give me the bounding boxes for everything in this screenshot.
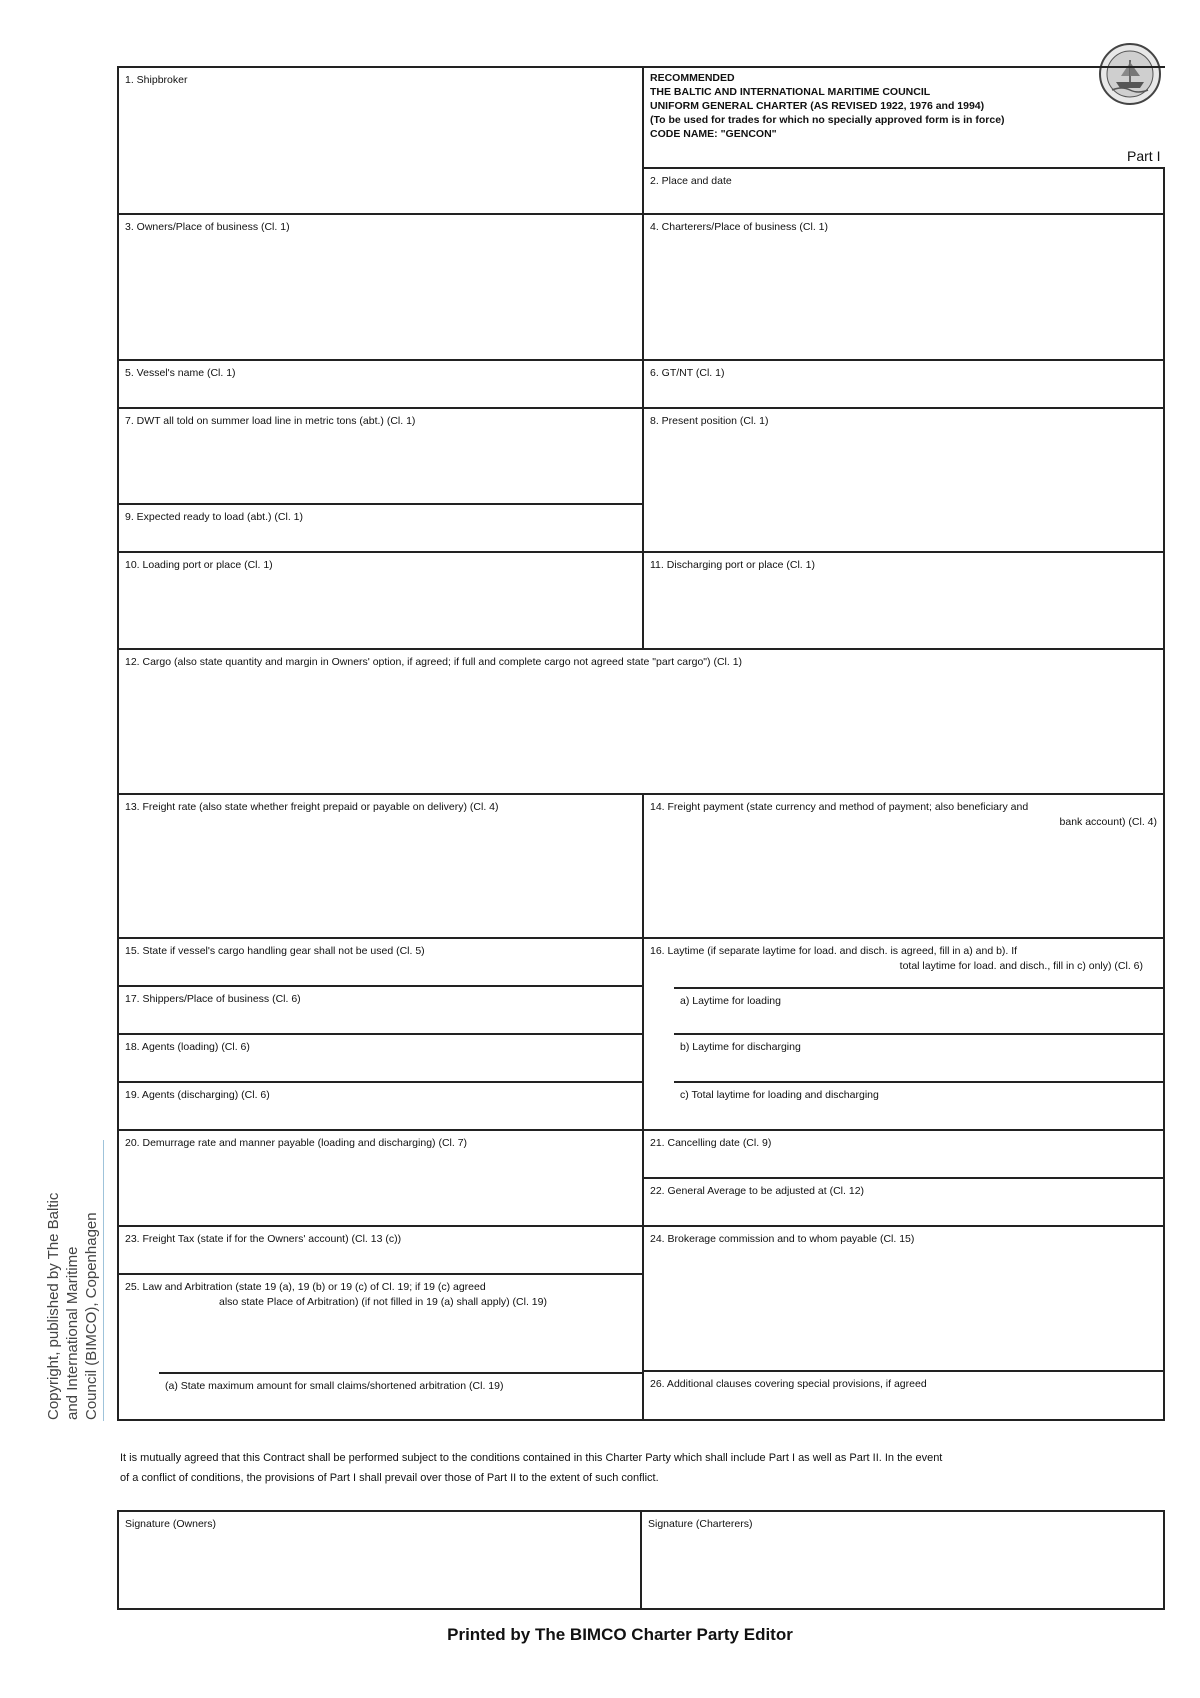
box-label: 2. Place and date [650, 175, 732, 187]
box-21-cancelling-date[interactable] [644, 1131, 1165, 1179]
box-6-gt-nt[interactable] [644, 361, 1165, 409]
box-label: 4. Charterers/Place of business (Cl. 1) [650, 221, 828, 233]
box-label: 25. Law and Arbitration (state 19 (a), 19 (b) or 19 (c) of Cl. 19; if 19 (c) agreed [125, 1281, 486, 1293]
box-16b-laytime-discharging[interactable] [674, 1035, 1165, 1083]
box-18-agents-loading[interactable] [119, 1035, 644, 1083]
printed-by-footer: Printed by The BIMCO Charter Party Editor [447, 1625, 793, 1644]
box-label: 17. Shippers/Place of business (Cl. 6) [125, 993, 301, 1005]
box-label: 24. Brokerage commission and to whom payable (Cl. 15) [650, 1233, 915, 1245]
box-20-demurrage[interactable] [119, 1131, 644, 1227]
copyright-line: and International Maritime [64, 1246, 81, 1420]
box-4-charterers[interactable] [644, 215, 1165, 361]
box-label: 18. Agents (loading) (Cl. 6) [125, 1041, 250, 1053]
agreement-line: It is mutually agreed that this Contract shall be performed subject to the conditions contained in this Charter Party which shall include Part I as well as Part II. In the event [120, 1452, 943, 1464]
box-25a-small-claims[interactable] [159, 1372, 644, 1421]
box-25-law-arbitration[interactable] [119, 1275, 644, 1372]
box-label: b) Laytime for discharging [680, 1041, 801, 1053]
copyright-line: Copyright, published by The Baltic [45, 1192, 62, 1420]
box-1-shipbroker[interactable] [119, 68, 644, 215]
box-label: (a) State maximum amount for small claims/shortened arbitration (Cl. 19) [165, 1380, 504, 1392]
header-line: RECOMMENDED [650, 72, 735, 84]
box-label: 16. Laytime (if separate laytime for load. and disch. is agreed, fill in a) and b). If [650, 945, 1018, 957]
box-22-general-average[interactable] [644, 1179, 1165, 1227]
box-label: 5. Vessel's name (Cl. 1) [125, 367, 236, 379]
box-label: 7. DWT all told on summer load line in metric tons (abt.) (Cl. 1) [125, 415, 416, 427]
copyright-sidebar [44, 1160, 101, 1420]
box-label: 14. Freight payment (state currency and method of payment; also beneficiary and [650, 801, 1029, 813]
box-label: 22. General Average to be adjusted at (Cl. 12) [650, 1185, 865, 1197]
box-10-loading-port[interactable] [119, 553, 644, 650]
box-16a-laytime-loading[interactable] [674, 987, 1165, 1035]
box-24-brokerage[interactable] [644, 1227, 1165, 1372]
agreement-line: of a conflict of conditions, the provisions of Part I shall prevail over those of Part II to the extent of such conflict. [120, 1472, 659, 1484]
part-label: Part I [1127, 148, 1161, 164]
box-3-owners[interactable] [119, 215, 644, 361]
copyright-line: Council (BIMCO), Copenhagen [83, 1212, 100, 1420]
box-label: a) Laytime for loading [680, 995, 781, 1007]
box-label-continued: bank account) (Cl. 4) [1059, 816, 1157, 828]
box-label: 12. Cargo (also state quantity and margin in Owners' option, if agreed; if full and complete cargo not agreed state "part cargo") (Cl. 1) [125, 656, 743, 668]
box-11-discharging-port[interactable] [644, 553, 1165, 650]
box-label: 6. GT/NT (Cl. 1) [650, 367, 725, 379]
box-26-additional-clauses[interactable] [644, 1372, 1165, 1421]
box-16c-total-laytime[interactable] [674, 1083, 1165, 1131]
box-16-left-gutter [644, 987, 674, 1131]
signature-owners-label: Signature (Owners) [125, 1518, 217, 1530]
box-8-present-position[interactable] [644, 409, 1165, 553]
box-23-freight-tax[interactable] [119, 1227, 644, 1275]
box-label: 20. Demurrage rate and manner payable (loading and discharging) (Cl. 7) [125, 1137, 468, 1149]
box-label: 23. Freight Tax (state if for the Owners' account) (Cl. 13 (c)) [125, 1233, 402, 1245]
box-label: 3. Owners/Place of business (Cl. 1) [125, 221, 290, 233]
box-label: 15. State if vessel's cargo handling gear shall not be used (Cl. 5) [125, 945, 425, 957]
box-16-laytime[interactable] [644, 939, 1165, 987]
signature-owners-box[interactable] [117, 1510, 642, 1610]
box-label: 11. Discharging port or place (Cl. 1) [650, 559, 815, 571]
box-label: 13. Freight rate (also state whether freight prepaid or payable on delivery) (Cl. 4) [125, 801, 499, 813]
header-line: CODE NAME: "GENCON" [650, 128, 777, 140]
form-header [650, 71, 1005, 141]
box-label: 10. Loading port or place (Cl. 1) [125, 559, 273, 571]
box-label: 9. Expected ready to load (abt.) (Cl. 1) [125, 511, 304, 523]
box-label: 19. Agents (discharging) (Cl. 6) [125, 1089, 270, 1101]
box-9-expected-ready[interactable] [119, 505, 644, 553]
sidebar-divider [103, 1140, 104, 1421]
signature-charterers-box[interactable] [642, 1510, 1165, 1610]
box-5-vessel-name[interactable] [119, 361, 644, 409]
box-label: c) Total laytime for loading and discharging [680, 1089, 879, 1101]
box-17-shippers[interactable] [119, 987, 644, 1035]
box-15-cargo-gear[interactable] [119, 939, 644, 987]
box-label-continued: also state Place of Arbitration) (if not filled in 19 (a) shall apply) (Cl. 19) [219, 1296, 547, 1308]
box-label-continued: total laytime for load. and disch., fill in c) only) (Cl. 6) [899, 960, 1143, 972]
part-one-form-grid [117, 66, 1165, 1421]
box-label: 8. Present position (Cl. 1) [650, 415, 769, 427]
header-line: THE BALTIC AND INTERNATIONAL MARITIME COUNCIL [650, 86, 931, 98]
box-label: 26. Additional clauses covering special provisions, if agreed [650, 1378, 927, 1390]
signature-charterers-label: Signature (Charterers) [648, 1518, 753, 1530]
box-label: 21. Cancelling date (Cl. 9) [650, 1137, 772, 1149]
box-25-left-gutter [119, 1372, 159, 1421]
box-2-place-and-date[interactable] [644, 167, 1165, 215]
box-13-freight-rate[interactable] [119, 795, 644, 939]
box-19-agents-discharging[interactable] [119, 1083, 644, 1131]
header-line: (To be used for trades for which no specially approved form is in force) [650, 114, 1005, 126]
agreement-text [120, 1448, 1160, 1488]
box-14-freight-payment[interactable] [644, 795, 1165, 939]
box-12-cargo[interactable] [119, 650, 1165, 795]
box-label: 1. Shipbroker [125, 74, 188, 86]
header-line: UNIFORM GENERAL CHARTER (AS REVISED 1922, 1976 and 1994) [650, 100, 985, 112]
box-7-dwt[interactable] [119, 409, 644, 505]
